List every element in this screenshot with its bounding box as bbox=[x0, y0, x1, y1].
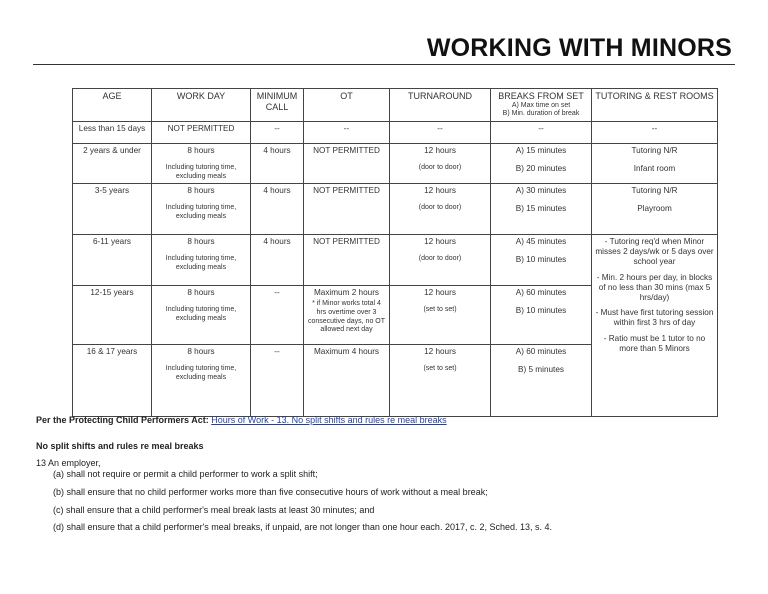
turnaround-note: (set to set) bbox=[423, 306, 457, 314]
tutoring-note: - Ratio must be 1 tutor to no more than 5 Minors bbox=[603, 334, 706, 353]
rest-room: Playroom bbox=[637, 204, 672, 214]
turnaround-note: (door to door) bbox=[418, 255, 462, 263]
cell-minimum-call: 4 hours bbox=[251, 184, 304, 235]
cell-minimum-call: 4 hours bbox=[251, 144, 304, 184]
cell-tutoring bbox=[592, 144, 718, 184]
cell-age: Less than 15 days bbox=[73, 122, 152, 144]
cell-breaks bbox=[491, 144, 592, 184]
turnaround-hours: 12 hours bbox=[424, 237, 456, 247]
cell-work-day bbox=[152, 345, 251, 417]
break-max-time: A) 60 minutes bbox=[515, 347, 567, 357]
clause-d: (d) shall ensure that a child performer's meal breaks, if unpaid, are not longer than one hour each. 2017, c. 2, Sched. 13, s. 4. bbox=[53, 522, 553, 532]
work-note: Including tutoring time, excluding meals bbox=[165, 255, 237, 271]
break-max-time: A) 45 minutes bbox=[515, 237, 567, 247]
work-note: Including tutoring time, excluding meals bbox=[165, 365, 237, 381]
work-hours: 8 hours bbox=[187, 288, 215, 298]
cell-ot: Maximum 4 hours bbox=[304, 345, 390, 417]
work-note: Including tutoring time, excluding meals bbox=[165, 204, 237, 220]
section-intro: 13 An employer, bbox=[36, 458, 101, 468]
cell-tutoring-notes bbox=[592, 235, 718, 417]
turnaround-note: (set to set) bbox=[423, 365, 457, 373]
cell-tutoring bbox=[592, 184, 718, 235]
turnaround-hours: 12 hours bbox=[424, 347, 456, 357]
cell-age: 3-5 years bbox=[73, 184, 152, 235]
cell-breaks bbox=[491, 184, 592, 235]
cell-ot: NOT PERMITTED bbox=[304, 235, 390, 286]
act-link[interactable]: Hours of Work - 13. No split shifts and rules re meal breaks bbox=[211, 415, 447, 425]
cell-age: 12-15 years bbox=[73, 286, 152, 345]
cell-turnaround bbox=[390, 144, 491, 184]
act-prefix: Per the Protecting Child Performers Act: bbox=[36, 415, 209, 425]
section-heading: No split shifts and rules re meal breaks bbox=[36, 441, 204, 451]
cell-age: 16 & 17 years bbox=[73, 345, 152, 417]
turnaround-note: (door to door) bbox=[418, 204, 462, 212]
minors-rules-table bbox=[72, 88, 718, 417]
break-min-duration: B) 20 minutes bbox=[515, 163, 567, 173]
turnaround-hours: 12 hours bbox=[424, 146, 456, 155]
header-breaks-sub-a: A) Max time on set bbox=[511, 101, 571, 109]
turnaround-hours: 12 hours bbox=[424, 186, 456, 196]
break-max-time: A) 60 minutes bbox=[515, 288, 567, 298]
table-header-row bbox=[73, 89, 718, 122]
turnaround-hours: 12 hours bbox=[424, 288, 456, 298]
header-breaks-sub-b: B) Min. duration of break bbox=[502, 110, 580, 118]
work-hours: 8 hours bbox=[187, 237, 215, 247]
cell-breaks: -- bbox=[491, 122, 592, 144]
cell-age: 2 years & under bbox=[73, 144, 152, 184]
work-note: Including tutoring time, excluding meals bbox=[165, 306, 237, 322]
tutoring-note: - Must have first tutoring session within first 3 hrs of day bbox=[595, 308, 714, 328]
ot-max: Maximum 2 hours bbox=[313, 288, 380, 298]
tutoring-status: Tutoring N/R bbox=[631, 146, 678, 155]
clause-a: (a) shall not require or permit a child performer to work a split shift; bbox=[53, 469, 318, 479]
break-max-time: A) 15 minutes bbox=[515, 146, 567, 155]
cell-work-day bbox=[152, 235, 251, 286]
header-breaks bbox=[491, 89, 592, 122]
cell-turnaround bbox=[390, 345, 491, 417]
clause-c: (c) shall ensure that a child performer's meal break lasts at least 30 minutes; and bbox=[53, 505, 375, 515]
cell-turnaround bbox=[390, 286, 491, 345]
page-title: WORKING WITH MINORS bbox=[426, 34, 732, 62]
clause-b: (b) shall ensure that no child performer works more than five consecutive hours of work without a meal break; bbox=[53, 487, 488, 497]
header-ot: OT bbox=[304, 89, 390, 122]
work-hours: 8 hours bbox=[187, 347, 215, 357]
turnaround-note: (door to door) bbox=[418, 163, 462, 171]
header-breaks-title: BREAKS FROM SET bbox=[498, 91, 584, 101]
tutoring-note: - Tutoring req'd when Minor misses 2 days/wk or 5 days over school year bbox=[595, 237, 714, 267]
tutoring-note: - Min. 2 hours per day, in blocks of no less than 30 mins (max 5 hrs/day) bbox=[596, 272, 713, 302]
ot-note: * if Minor works total 4 hrs overtime over 3 consecutive days, no OT allowed next day bbox=[307, 300, 386, 334]
work-hours: 8 hours bbox=[187, 186, 215, 196]
table-row bbox=[73, 122, 718, 144]
tutoring-status: Tutoring N/R bbox=[631, 186, 678, 196]
cell-breaks bbox=[491, 235, 592, 286]
cell-minimum-call: 4 hours bbox=[251, 235, 304, 286]
cell-ot: -- bbox=[304, 122, 390, 144]
rest-room: Infant room bbox=[633, 163, 676, 173]
work-note: Including tutoring time, excluding meals bbox=[165, 163, 237, 180]
header-age: AGE bbox=[73, 89, 152, 122]
header-tutoring: TUTORING & REST ROOMS bbox=[592, 89, 718, 122]
break-min-duration: B) 10 minutes bbox=[515, 306, 567, 316]
cell-work-day bbox=[152, 286, 251, 345]
break-min-duration: B) 5 minutes bbox=[518, 365, 564, 375]
break-min-duration: B) 15 minutes bbox=[515, 204, 567, 214]
break-min-duration: B) 10 minutes bbox=[515, 255, 567, 265]
cell-breaks bbox=[491, 345, 592, 417]
cell-work-day bbox=[152, 144, 251, 184]
title-divider bbox=[33, 64, 735, 65]
table-row bbox=[73, 184, 718, 235]
table-row bbox=[73, 144, 718, 184]
cell-ot: NOT PERMITTED bbox=[304, 144, 390, 184]
cell-turnaround: -- bbox=[390, 122, 491, 144]
header-work-day: WORK DAY bbox=[152, 89, 251, 122]
cell-minimum-call: -- bbox=[251, 286, 304, 345]
cell-turnaround bbox=[390, 184, 491, 235]
cell-breaks bbox=[491, 286, 592, 345]
cell-ot bbox=[304, 286, 390, 345]
cell-turnaround bbox=[390, 235, 491, 286]
cell-ot: NOT PERMITTED bbox=[304, 184, 390, 235]
header-turnaround: TURNAROUND bbox=[390, 89, 491, 122]
cell-work-day: NOT PERMITTED bbox=[152, 122, 251, 144]
work-hours: 8 hours bbox=[187, 146, 215, 155]
cell-tutoring: -- bbox=[592, 122, 718, 144]
cell-work-day bbox=[152, 184, 251, 235]
cell-age: 6-11 years bbox=[73, 235, 152, 286]
break-max-time: A) 30 minutes bbox=[515, 186, 567, 196]
header-minimum-call: MINIMUM CALL bbox=[251, 89, 304, 122]
cell-minimum-call: -- bbox=[251, 345, 304, 417]
act-reference bbox=[36, 415, 447, 425]
cell-minimum-call: -- bbox=[251, 122, 304, 144]
table-row bbox=[73, 235, 718, 286]
